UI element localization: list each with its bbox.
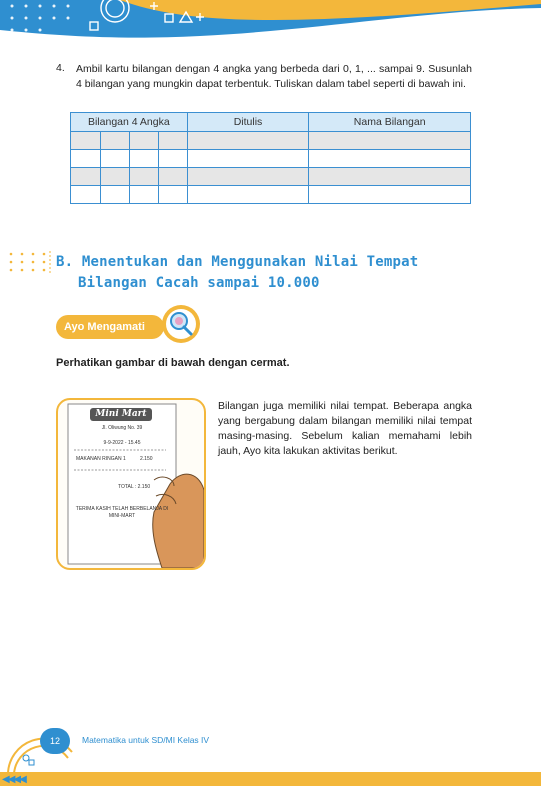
- section-title-line1: Menentukan dan Menggunakan Nilai Tempat: [81, 254, 419, 270]
- answer-table: [70, 112, 471, 204]
- table-header-bilangan: Bilangan 4 Angka: [71, 113, 188, 132]
- footer-book-title: Matematika untuk SD/MI Kelas IV: [82, 735, 210, 745]
- footer-band: [0, 772, 541, 786]
- table-header-ditulis: Ditulis: [187, 113, 309, 132]
- section-title: [56, 252, 418, 294]
- body-paragraph: Bilangan juga memiliki nilai tempat. Beberapa angka yang bergabung dalam bilangan memiliki nilai tempat masing-masing. Sebelum kalian memahami lebih jauh, Ayo kita lakukan aktivitas berikut.: [218, 400, 472, 457]
- table-row: [71, 168, 471, 186]
- question-text: Ambil kartu bilangan dengan 4 angka yang berbeda dari 0, 1, ... sampai 9. Susunlah 4 bilangan yang mungkin dapat terbentuk. Tuliskan dalam tabel seperti di bawah ini.: [76, 63, 472, 90]
- table-header-row: [71, 113, 471, 132]
- page-number: 12: [40, 728, 70, 754]
- receipt-store-name: Mini Mart: [95, 409, 147, 419]
- receipt-illustration: [56, 398, 206, 570]
- arrow-left-icon: ◀◀◀◀: [2, 774, 25, 785]
- question-number: 4.: [56, 62, 65, 74]
- activity-badge: Ayo Mengamati: [56, 315, 164, 339]
- instruction-text: Perhatikan gambar di bawah dengan cermat.: [56, 357, 290, 369]
- receipt-total: TOTAL : 2.150: [118, 484, 151, 490]
- receipt-item-price: 2.150: [140, 456, 153, 462]
- receipt-thanks: TERIMA KASIH TELAH BERBELANJA DI MINI-MART: [75, 506, 169, 519]
- receipt-date: 9-9-2022 - 15.45: [103, 440, 141, 446]
- section-dots-decoration: [8, 250, 52, 274]
- table-row: [71, 186, 471, 204]
- table-row: [71, 150, 471, 168]
- table-header-nama: Nama Bilangan: [309, 113, 471, 132]
- magnifier-icon: [162, 305, 200, 343]
- receipt-item: MAKANAN RINGAN 1: [76, 456, 126, 462]
- receipt-address: Jl. Oliwung No. 39: [101, 425, 143, 431]
- footer-decoration: [0, 722, 80, 774]
- header-decoration: [0, 0, 541, 40]
- section-title-line2: Bilangan Cacah sampai 10.000: [78, 275, 320, 291]
- table-row: [71, 132, 471, 150]
- section-letter: B.: [56, 254, 74, 270]
